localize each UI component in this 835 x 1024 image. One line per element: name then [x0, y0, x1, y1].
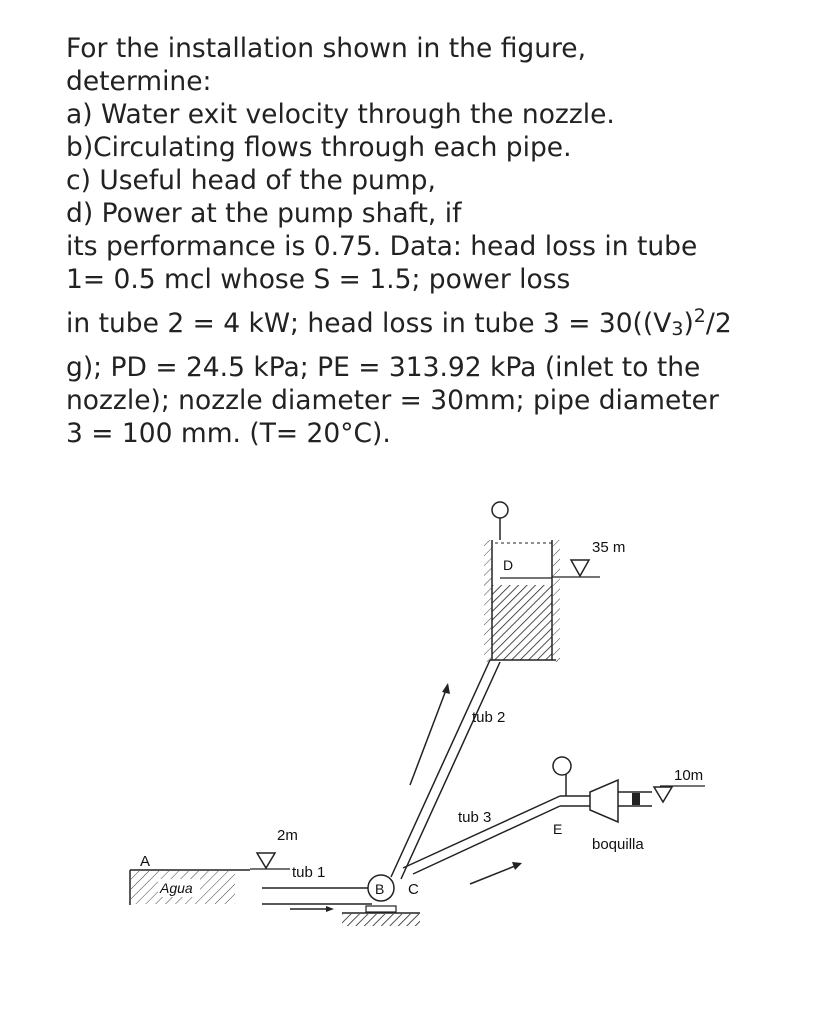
label-2m: 2m [277, 827, 298, 844]
flow-arrow-icon [512, 862, 522, 870]
level-triangle-icon [654, 787, 672, 802]
jet-icon [632, 793, 640, 805]
ground-hatch [342, 914, 420, 926]
fill-hatch [492, 585, 552, 660]
problem-line-8: 1= 0.5 mcl whose S = 1.5; power loss [66, 264, 571, 295]
label-tub1: tub 1 [292, 864, 326, 881]
label-boquilla: boquilla [592, 836, 644, 853]
level-marker-10m [654, 767, 705, 802]
problem-line-12: 3 = 100 mm. (T= 20°C). [66, 418, 391, 449]
label-c: C [408, 881, 419, 898]
line9-superscript: 2 [693, 305, 706, 327]
flow-arrow-icon [442, 683, 450, 694]
label-d: D [503, 557, 514, 573]
label-tub2: tub 2 [472, 709, 506, 726]
tube-2 [391, 660, 505, 879]
problem-line-10: g); PD = 24.5 kPa; PE = 313.92 kPa (inlet to the [66, 352, 701, 383]
label-tub3: tub 3 [458, 809, 492, 826]
level-triangle-icon [257, 853, 275, 868]
problem-line-1: For the installation shown in the figure, [66, 33, 587, 64]
flow-arrow-icon [326, 906, 334, 912]
pump-b [342, 875, 420, 926]
label-a: A [140, 853, 151, 870]
nozzle-cone-icon [590, 780, 618, 822]
problem-line-11: nozzle); nozzle diameter = 30mm; pipe diameter [66, 385, 719, 416]
tube-3 [403, 796, 590, 884]
line9-text-b: ) [683, 308, 694, 339]
level-triangle-icon [571, 560, 589, 576]
line9-subscript: 3 [671, 318, 684, 340]
line9-text-c: /2 [705, 308, 732, 339]
point-e [553, 757, 571, 837]
gauge-icon [553, 757, 571, 775]
problem-line-5: c) Useful head of the pump, [66, 165, 436, 196]
problem-line-2: determine: [66, 66, 212, 97]
label-10m: 10m [674, 767, 704, 784]
level-marker-2m [250, 827, 298, 869]
problem-line-3: a) Water exit velocity through the nozzle. [66, 99, 615, 130]
reservoir-d [484, 502, 560, 662]
level-marker-35m [552, 539, 625, 577]
label-b: B [375, 881, 385, 897]
problem-line-7: its performance is 0.75. Data: head loss in tube [66, 231, 698, 262]
nozzle [590, 780, 652, 853]
valve-icon [492, 502, 508, 518]
label-e: E [553, 821, 563, 837]
reservoir-a [130, 853, 250, 905]
problem-line-6: d) Power at the pump shaft, if [66, 198, 462, 229]
line9-text-a: in tube 2 = 4 kW; head loss in tube 3 = 30((V [66, 308, 672, 339]
label-agua: Agua [160, 880, 193, 896]
problem-line-4: b)Circulating flows through each pipe. [66, 132, 572, 163]
tube-1 [262, 864, 372, 912]
label-35m: 35 m [592, 539, 626, 556]
